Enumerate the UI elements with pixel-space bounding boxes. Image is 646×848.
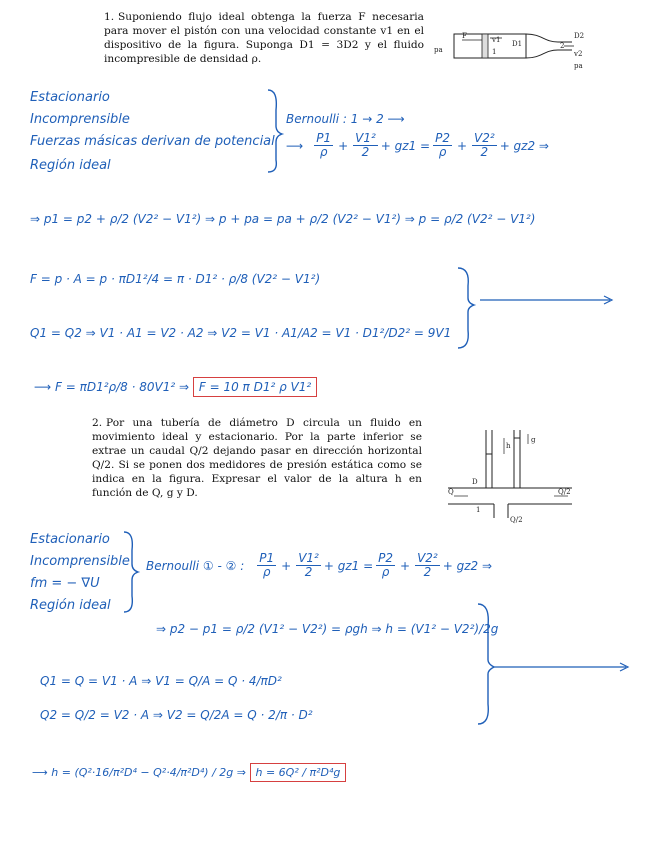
frac2-p2-rho: $\frac{P2}{\rho}$	[378, 551, 394, 579]
pressure-derivation-1: ⇒ p1 = p2 + ρ/2 (V2² − V1²) ⇒ p + pa = pa + ρ/2 (V2² − V1²) ⇒ p = ρ/2 (V2² − V1²)	[30, 212, 536, 226]
fig2-Q2-bottom: Q/2	[510, 516, 523, 524]
problem-1-number: 1.	[104, 11, 115, 23]
fig1-pa-left: pa	[434, 46, 443, 54]
frac-p2-rho: $\frac{P2}{\rho}$	[435, 131, 450, 159]
fig1-two: 2	[560, 42, 565, 50]
problem-2-number: 2.	[92, 417, 103, 429]
continuity-equation-1: Q1 = Q2 ⇒ V1 · A1 = V2 · A2 ⇒ V2 = V1 · A1/A2 = V1 · D1²/D2² = 9V1	[30, 326, 452, 340]
term2-gz2: + gz2 ⇒	[442, 558, 493, 573]
problem-1-statement	[104, 10, 424, 66]
result-box-2: h = 6Q² / π²D⁴g	[250, 763, 347, 782]
fig1-D1: D1	[512, 40, 523, 48]
frac2-v2-2: $\frac{\text{V2²}}{2}$	[417, 551, 438, 579]
fig1-F: F	[462, 32, 467, 40]
term2-gz1: + gz1 =	[323, 558, 374, 573]
frac-p1-rho: $\frac{P1}{\rho}$	[316, 131, 332, 159]
brace-assumptions-2	[124, 532, 138, 612]
bernoulli-arrow-1: ⟶	[286, 138, 304, 153]
fig1-one: 1	[492, 48, 497, 56]
assumption-2-3: fm = − ∇U	[30, 576, 100, 591]
frac-v1-2: $\frac{\text{V1²}}{2}$	[355, 131, 376, 159]
fig1-v2: v2	[574, 50, 583, 58]
assumption-1-1: Estacionario	[30, 90, 110, 105]
fig1-v1: v1	[492, 36, 501, 44]
fig2-Q2-right: Q/2	[558, 488, 571, 496]
result-line-1	[34, 380, 317, 394]
assumption-1-4: Región ideal	[30, 158, 111, 173]
assumption-1-2: Incomprensible	[30, 112, 130, 127]
force-equation: F = p · A = p · πD1²/4 = π · D1² · ρ/8 (V2² − V1²)	[30, 272, 321, 286]
bernoulli-label-1: Bernoulli : 1 → 2 ⟶	[286, 112, 405, 126]
fig2-Q: Q	[448, 488, 454, 496]
frac-v2-2: $\frac{\text{V2²}}{2}$	[474, 131, 495, 159]
brace-results-1	[458, 268, 474, 348]
fig1-pa-right: pa	[574, 62, 583, 70]
problem-2-figure	[446, 424, 576, 524]
fig2-one: 1	[476, 506, 481, 514]
bernoulli-equation-1: ⟶ $\frac{P1}{\rho}$ + $\frac{\text{V1²}}{2}$ + gz1 = $\frac{P2}{\rho}$ + $\frac{\text{V2²}}{2}$ + gz2 ⇒	[286, 131, 549, 159]
flow-equation-q2: Q2 = Q/2 = V2 · A ⇒ V2 = Q/2A = Q · 2/π · D²	[40, 708, 313, 722]
pressure-derivation-2: ⇒ p2 − p1 = ρ/2 (V1² − V2²) = ρgh ⇒ h = (V1² − V2²)/2g	[156, 622, 499, 636]
frac2-v1-2: $\frac{\text{V1²}}{2}$	[298, 551, 319, 579]
fig2-D: D	[472, 478, 478, 486]
term-gz2: + gz2 ⇒	[499, 138, 549, 153]
term-gz1: + gz1 =	[380, 138, 431, 153]
bernoulli-label-2: Bernoulli ① - ② :	[146, 558, 245, 573]
assumption-2-4: Región ideal	[30, 598, 111, 613]
assumption-2-1: Estacionario	[30, 532, 110, 547]
arrow-head-results-1	[604, 296, 612, 304]
fig1-D2: D2	[574, 32, 585, 40]
problem-1-figure	[432, 26, 592, 82]
arrow-head-results-2	[620, 663, 628, 671]
fig2-g: g	[531, 436, 536, 444]
frac2-p1-rho: $\frac{P1}{\rho}$	[259, 551, 275, 579]
result-prefix-2: ⟶ h = (Q²·16/π²D⁴ − Q²·4/π²D⁴) / 2g ⇒	[32, 766, 246, 779]
problem-2-statement	[92, 416, 422, 500]
brace-assumptions-1	[268, 90, 282, 172]
assumption-1-3: Fuerzas másicas derivan de potencial	[30, 134, 275, 149]
assumption-2-2: Incomprensible	[30, 554, 130, 569]
result-prefix-1: ⟶ F = πD1²ρ/8 · 80V1² ⇒	[34, 380, 190, 394]
problem-1-text: Suponiendo flujo ideal obtenga la fuerza F necesaria para mover el pistón con una velocidad constante v1 en el dispositivo de la figura. Suponga D1 = 3D2 y el fluido incompresible de densidad ρ.	[104, 11, 424, 65]
fig2-h: h	[506, 442, 511, 450]
problem-2-text: Por una tubería de diámetro D circula un fluido en movimiento ideal y estacionario. Por la parte inferior se extrae un caudal Q/2 dejando pasar en dirección horizontal Q/2. Si se ponen dos medidores de presión estática como se indica en la figura. Expresar el valor de la altura h en función de Q, g y D.	[92, 417, 422, 499]
result-line-2	[32, 766, 346, 779]
bernoulli-equation-2: Bernoulli ① - ② : $\frac{P1}{\rho}$ + $\frac{\text{V1²}}{2}$ + gz1 = $\frac{P2}{\rho}$ + $\frac{\text{V2²}}{2}$ + gz2 ⇒	[146, 551, 493, 579]
flow-equation-q1: Q1 = Q = V1 · A ⇒ V1 = Q/A = Q · 4/πD²	[40, 674, 282, 688]
result-box-1: F = 10 π D1² ρ V1²	[193, 377, 317, 397]
